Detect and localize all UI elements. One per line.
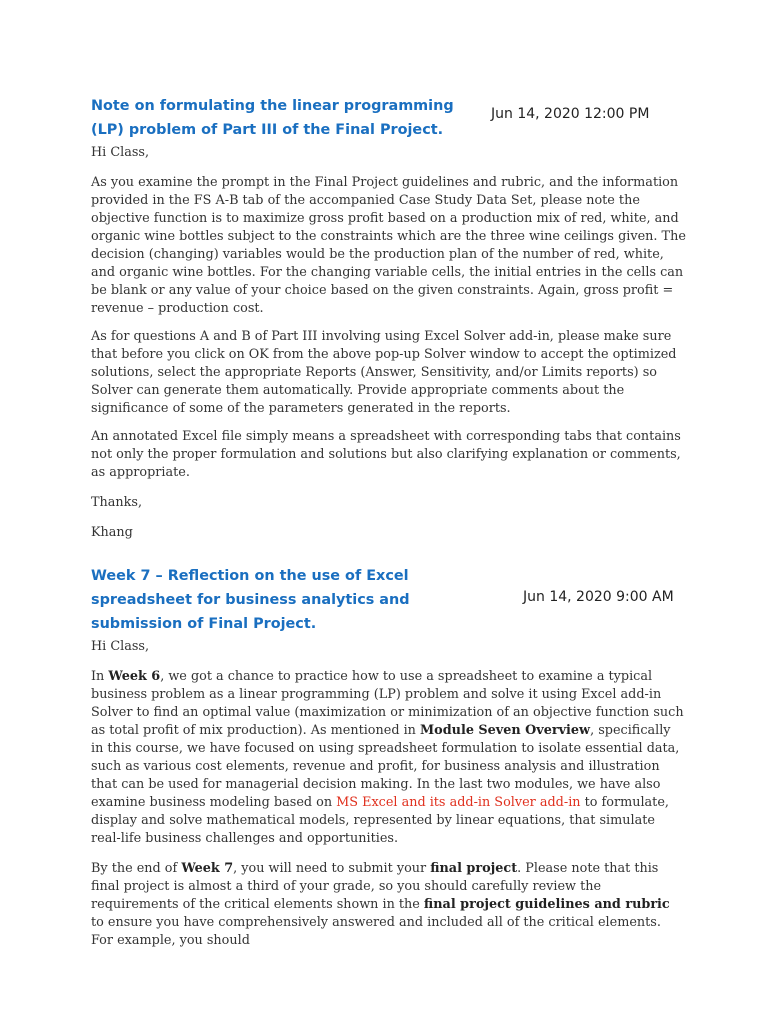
- closing: Thanks,: [91, 495, 143, 510]
- post-week7-reflection: [91, 564, 686, 960]
- text-run: , specifically in this course, we have focused on using spreadsheet formulation to isolate essential data, such as various cost elements, revenue and profit, for business analysis and illustration that can be used for managerial decision making. In the last two modules, we have also examine business modeling based on: [91, 723, 680, 810]
- post-title[interactable]: Week 7 – Reflection on the use of Excel spreadsheet for business analytics and submission of Final Project.: [91, 568, 410, 632]
- text-run: , we got a chance to practice how to use a spreadsheet to examine a typical business problem as a linear programming (LP) problem and solve it using Excel add-in Solver to find an optimal value (maximization or minimization of an objective function such as total profit of mix production). As mentioned in: [91, 669, 684, 738]
- paragraph: As you examine the prompt in the Final Project guidelines and rubric, and the information provided in the FS A-B tab of the accompanied Case Study Data Set, please note the objective function is to maximize gross profit based on a production mix of red, white, and organic wine bottles subject to the constraints which are the three wine ceilings given. The decision (changing) variables would be the production plan of the number of red, white, and organic wine bottles. For the changing variable cells, the initial entries in the cells can be blank or any value of your choice based on the given constraints. Again, gross profit = revenue – production cost.: [91, 175, 686, 316]
- bold-text: Week 7: [181, 861, 234, 876]
- greeting: Hi Class,: [91, 639, 150, 654]
- post-date: Jun 14, 2020 12:00 PM: [491, 106, 650, 122]
- text-run: to ensure you have comprehensively answered and included all of the critical elements. For example, you should: [91, 915, 661, 948]
- paragraph: [91, 668, 686, 848]
- text-run: . Please note that this final project is almost a third of your grade, so you should carefully review the requirements of the critical elements shown in the: [91, 861, 659, 912]
- paragraph: An annotated Excel file simply means a spreadsheet with corresponding tabs that contains not only the proper formulation and solutions but also clarifying explanation or comments, as appropriate.: [91, 429, 681, 480]
- paragraph: As for questions A and B of Part III involving using Excel Solver add-in, please make sure that before you click on OK from the above pop-up Solver window to accept the optimized solutions, select the appropriate Reports (Answer, Sensitivity, and/or Limits reports) so Solver can generate them automatically. Provide appropriate comments about the significance of some of the parameters generated in the reports.: [91, 329, 677, 416]
- bold-text: Module Seven Overview: [420, 723, 591, 738]
- text-run: By the end of: [91, 861, 182, 876]
- paragraph: [91, 860, 686, 950]
- bold-text: final project: [430, 861, 518, 876]
- text-run: , you will need to submit your: [233, 861, 431, 876]
- greeting: Hi Class,: [91, 145, 150, 160]
- bold-text: Week 6: [108, 669, 161, 684]
- signature: Khang: [91, 525, 133, 540]
- post-title[interactable]: Note on formulating the linear programming (LP) problem of Part III of the Final Project.: [91, 98, 454, 138]
- text-run: to formulate, display and solve mathematical models, represented by linear equations, that simulate real-life business challenges and opportunities.: [91, 795, 669, 846]
- bold-text: final project guidelines and rubric: [423, 897, 670, 912]
- post-header: [91, 564, 686, 636]
- post-header: [91, 94, 686, 142]
- post-lp-note: [91, 94, 686, 552]
- post-date: Jun 14, 2020 9:00 AM: [523, 589, 674, 605]
- text-run: In: [91, 669, 109, 684]
- highlighted-link-text[interactable]: MS Excel and its add-in Solver add-in: [336, 795, 581, 810]
